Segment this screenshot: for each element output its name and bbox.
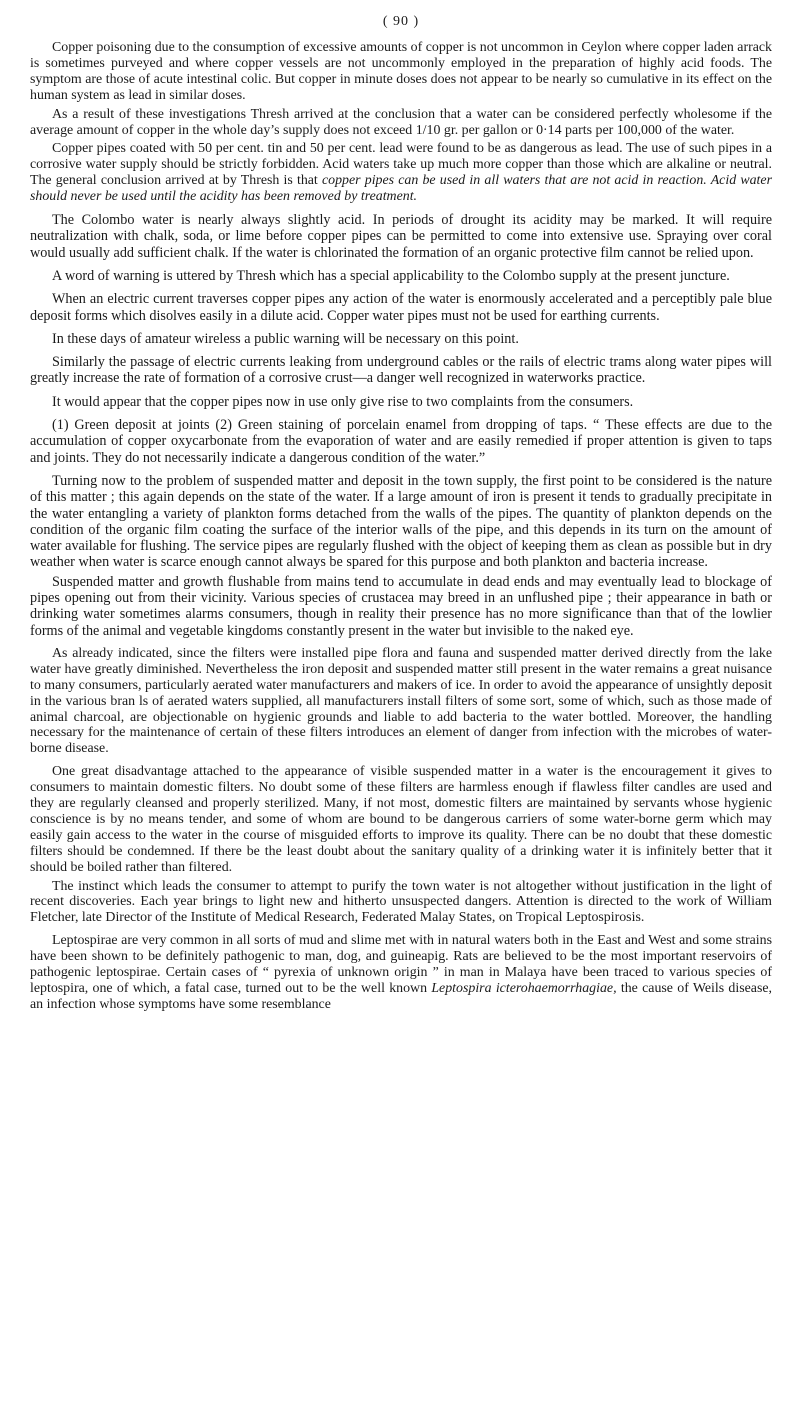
paragraph-text: The Colombo water is nearly always slightly acid. In periods of drought its acidity may be marked. It will require neutralization with chalk, soda, or lime before copper pipes can be permitted to come into extensive use. Spraying over coral would usually add sufficient chalk. If the water is chlorinated the formation of an organic protective film cannot be relied upon. — [30, 212, 772, 261]
paragraph — [30, 331, 772, 347]
paragraph-italic-text: copper pipes can be used in all waters that are not acid in reaction. Acid water should never be used until the acidity has been removed by treatment. — [30, 173, 772, 205]
paragraph-italic-text: Leptospira icterohaemorrhagiae, — [431, 981, 617, 997]
paragraph-text: In these days of amateur wireless a public warning will be necessary on this point. — [52, 330, 519, 347]
paragraph-text: One great disadvantage attached to the appearance of visible suspended matter in a water is the encouragement it gives to consumers to maintain domestic filters. No doubt some of these filters are harmless enough if flawless filter candles are used and they are regularly cleansed and properly sterilized. Many, if not most, domestic filters are maintained by servants whose hygienic conscience is by no means tender, and some of whom are bound to be dangerous carriers of some water-borne germ which may easily gain access to the water in the course of misguided efforts to improve its quality. There can be no doubt that these domestic filters should be condemned. If there be the least doubt about the sanitary quality of a drinking water it is infinitely better that it should be boiled rather than filtered. — [30, 764, 772, 875]
paragraph-text: When an electric current traverses copper pipes any action of the water is enormously accelerated and a perceptibly pale blue deposit forms which disolves easily in a dilute acid. Copper water pipes must not be used for earthing currents. — [30, 291, 772, 324]
paragraph-text: The instinct which leads the consumer to attempt to purify the town water is not altogether without justification in the light of recent discoveries. Each year brings to light new and hitherto unsuspected dangers. Attention is directed to the work of William Fletcher, late Director of the Institute of Medical Research, Federated Malay States, on Tropical Leptospirosis. — [30, 878, 772, 926]
paragraph — [30, 417, 772, 466]
paragraph — [30, 473, 772, 571]
paragraph — [30, 574, 772, 639]
paragraph-text: Suspended matter and growth flushable from mains tend to accumulate in dead ends and may eventually lead to blockage of pipes opening out from their vicinity. Various species of crustacea may breed in an unflushed pipe ; their appearance in bath or drinking water sometimes alarms consumers, though in reality their presence has no more significance than that of the lowlier forms of the animal and vegetable kingdoms constantly present in the water but invisible to the naked eye. — [30, 573, 772, 639]
paragraph-text: Leptospirae are very common in all sorts of mud and slime met with in natural waters both in the East and West and some strains have been shown to be definitely pathogenic to man, dog, and guineapig. Rats are believed to be the most important reservoirs of pathogenic leptospirae. Certain cases of “ pyrexia of unknown origin ” in man in Malaya have been traced to various species of leptospira, one of which, a fatal case, turned out to be the well known — [30, 933, 772, 997]
paragraph — [30, 212, 772, 261]
paragraph — [30, 764, 772, 875]
paragraph-text: the cause of Weils disease, an infection whose symptoms have some resemblance — [30, 981, 773, 1012]
paragraph — [30, 40, 772, 104]
paragraph — [30, 268, 772, 284]
paragraph — [30, 933, 772, 1013]
paragraph-text: As already indicated, since the filters were installed pipe flora and fauna and suspended matter derived directly from the lake water have greatly diminished. Nevertheless the iron deposit and suspended matter still present in the water remains a great nuisance to many consumers, particularly aerated water manufacturers and makers of ice. In order to avoid the appearance of unsightly deposit in the various bran ls of aerated waters supplied, all manufacturers install filters of some sort, some of which, such as those made of animal charcoal, are objectionable on hygienic grounds and liable to add bacteria to the water bottled. Moreover, the handling necessary for the maintenance of certain of these filters introduces an element of danger from infection with the microbes of water-borne disease. — [30, 645, 772, 757]
paragraph — [30, 646, 772, 757]
paragraph — [30, 291, 772, 324]
paragraph-text: Turning now to the problem of suspended matter and deposit in the town supply, the first point to be considered is the nature of this matter ; this again depends on the state of the water. If a large amount of iron is present it tends to gradually precipitate in the water entangling a variety of plankton forms detached from the walls of the pipes. The quantity of plankton depends on the condition of the organic film coating the surface of the interior walls of the pipe, and this depends in its turn on the amount of water available for flushing. The service pipes are regularly flushed with the object of keeping them as clean as possible but in dry weather when water is scarce enough cannot always be spared for this purpose and both plankton and bacteria increase. — [30, 472, 772, 571]
paragraph — [30, 879, 772, 927]
paragraph-text: A word of warning is uttered by Thresh which has a special applicability to the Colombo supply at the present juncture. — [52, 267, 730, 284]
document-page — [30, 14, 772, 1013]
paragraph — [30, 107, 772, 139]
paragraph-text: Similarly the passage of electric currents leaking from underground cables or the rails of electric trams along water pipes will greatly increase the rate of formation of a corrosive crust—a danger well recognized in waterworks practice. — [30, 354, 772, 387]
paragraph — [30, 141, 772, 205]
paragraph-text: As a result of these investigations Thresh arrived at the conclusion that a water can be considered perfectly wholesome if the average amount of copper in the whole day’s supply does not exceed 1/10 gr. per gallon or 0·14 parts per 100,000 of the water. — [30, 106, 772, 138]
paragraph — [30, 354, 772, 387]
paragraph — [30, 394, 772, 410]
paragraph-text: (1) Green deposit at joints (2) Green staining of porcelain enamel from dropping of taps. “ These effects are due to the accumulation of copper oxycarbonate from the evaporation of water and are easily remedied if proper attention is given to taps and joints. They do not necessarily indicate a dangerous condition of the water.” — [30, 417, 772, 466]
paragraph-text: Copper poisoning due to the consumption of excessive amounts of copper is not uncommon in Ceylon where copper laden arrack is sometimes purveyed and where copper vessels are not uncommonly employed in the preparation of highly acid foods. The symptom are those of acute intestinal colic. But copper in minute doses does not appear to be nearly so cumulative in its effect on the human system as lead in similar doses. — [30, 40, 772, 103]
paragraph-text: It would appear that the copper pipes now in use only give rise to two complaints from the consumers. — [52, 393, 634, 410]
page-number: ( 90 ) — [382, 14, 420, 29]
paragraph-text: Copper pipes coated with 50 per cent. tin and 50 per cent. lead were found to be as dangerous as lead. The use of such pipes in a corrosive water supply should be strictly forbidden. Acid waters take up much more copper than those which are alkaline or neutral. The general conclusion arrived at by Thresh is that — [30, 141, 772, 189]
